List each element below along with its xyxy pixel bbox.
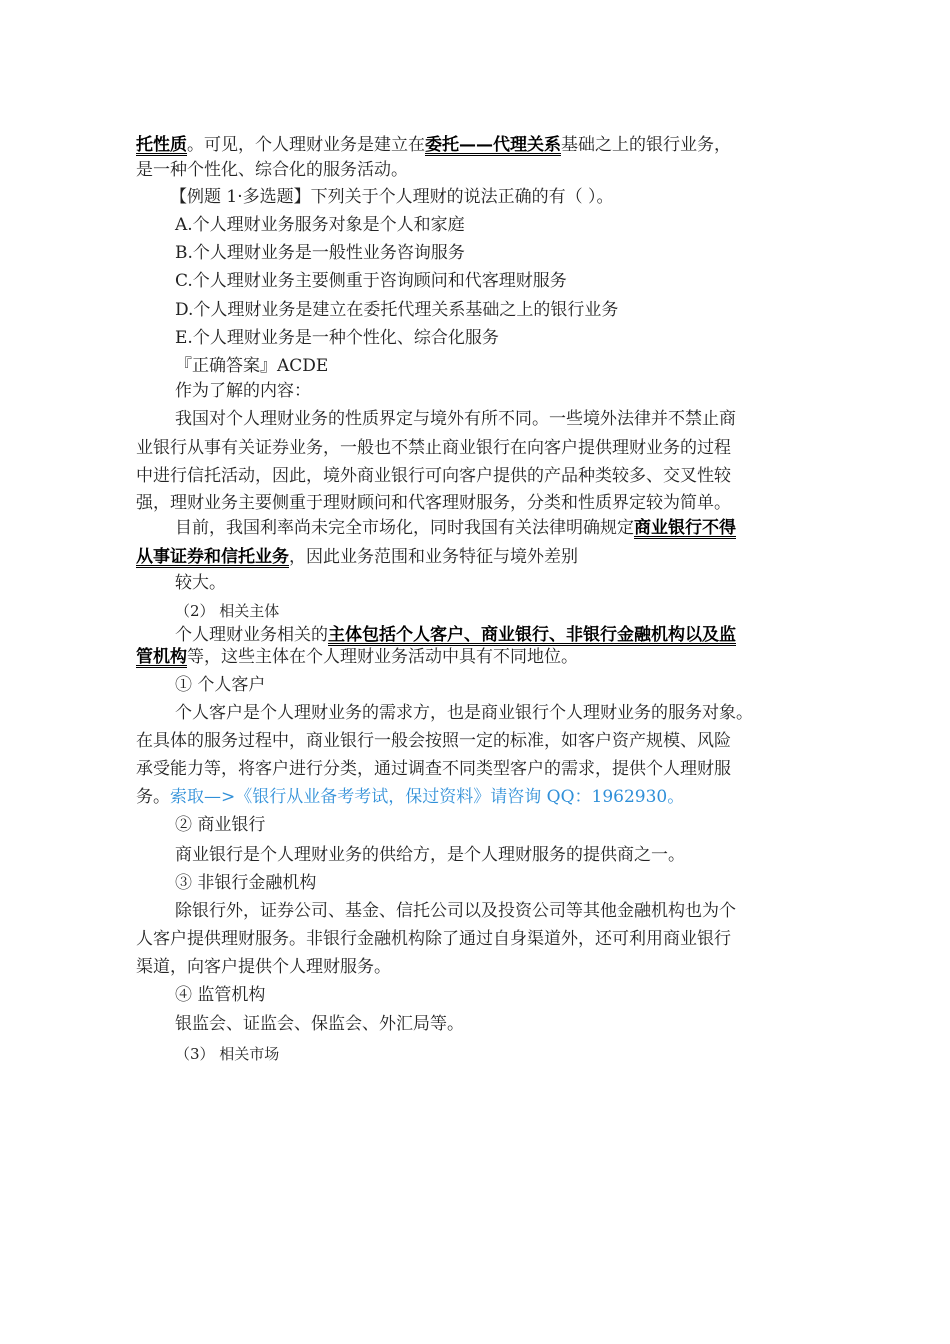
paragraph-line: 较大。 <box>175 573 226 593</box>
question-option-d: D.个人理财业务是建立在委托代理关系基础之上的银行业务 <box>175 300 619 320</box>
emphasis-text: 从事证券和信托业务 <box>136 547 289 567</box>
paragraph-line <box>136 646 578 668</box>
subsection-heading: ① 个人客户 <box>175 675 266 695</box>
section-note: 作为了解的内容： <box>175 381 311 401</box>
promo-link[interactable]: 索取—>《银行从业备考考试，保过资料》请咨询 QQ：1962930。 <box>170 787 685 807</box>
paragraph-line <box>136 134 731 156</box>
emphasis-text: 主体包括个人客户、商业银行、非银行金融机构以及监 <box>328 625 736 645</box>
body-text: 等，这些主体在个人理财业务活动中具有不同地位。 <box>187 647 578 667</box>
question-option-b: B.个人理财业务是一般性业务咨询服务 <box>175 243 465 263</box>
paragraph-line: 在具体的服务过程中，商业银行一般会按照一定的标准，如客户资产规模、风险 <box>136 731 731 751</box>
section-heading: （2） 相关主体 <box>175 602 280 620</box>
paragraph-line: 商业银行是个人理财业务的供给方，是个人理财服务的提供商之一。 <box>175 845 685 865</box>
emphasis-text: 商业银行不得 <box>634 518 736 538</box>
body-text: 个人理财业务相关的 <box>175 625 328 645</box>
body-text: ，因此业务范围和业务特征与境外差别 <box>289 547 578 567</box>
body-text: 目前，我国利率尚未完全市场化，同时我国有关法律明确规定 <box>175 518 634 538</box>
paragraph-line: 承受能力等，将客户进行分类，通过调查不同类型客户的需求，提供个人理财服 <box>136 759 731 779</box>
paragraph-line <box>136 786 684 808</box>
paragraph-line: 是一种个性化、综合化的服务活动。 <box>136 160 408 180</box>
paragraph-line <box>175 517 736 539</box>
emphasis-text: 委托——代理关系 <box>425 135 561 155</box>
paragraph-line: 我国对个人理财业务的性质界定与境外有所不同。一些境外法律并不禁止商 <box>175 409 736 429</box>
section-heading: （3） 相关市场 <box>175 1045 280 1063</box>
paragraph-line: 强，理财业务主要侧重于理财顾问和代客理财服务，分类和性质界定较为简单。 <box>136 493 731 513</box>
question-answer: 『正确答案』ACDE <box>175 356 329 376</box>
paragraph-line: 渠道，向客户提供个人理财服务。 <box>136 957 391 977</box>
subsection-heading: ② 商业银行 <box>175 815 266 835</box>
paragraph-line <box>136 546 578 568</box>
paragraph-line: 银监会、证监会、保监会、外汇局等。 <box>175 1014 464 1034</box>
subsection-heading: ④ 监管机构 <box>175 985 266 1005</box>
paragraph-line: 中进行信托活动，因此，境外商业银行可向客户提供的产品种类较多、交叉性较 <box>136 466 731 486</box>
paragraph-line: 个人客户是个人理财业务的需求方，也是商业银行个人理财业务的服务对象。 <box>175 703 753 723</box>
body-text: 。可见，个人理财业务是建立在 <box>187 135 425 155</box>
emphasis-text: 托性质 <box>136 135 187 155</box>
subsection-heading: ③ 非银行金融机构 <box>175 873 317 893</box>
question-title: 【例题 1·多选题】下列关于个人理财的说法正确的有（ ）。 <box>170 187 614 207</box>
emphasis-text: 管机构 <box>136 647 187 667</box>
paragraph-line: 业银行从事有关证券业务，一般也不禁止商业银行在向客户提供理财业务的过程 <box>136 438 731 458</box>
paragraph-line <box>175 624 736 646</box>
question-option-c: C.个人理财业务主要侧重于咨询顾问和代客理财服务 <box>175 271 567 291</box>
paragraph-line: 人客户提供理财服务。非银行金融机构除了通过自身渠道外，还可利用商业银行 <box>136 929 731 949</box>
body-text: 务。 <box>136 787 170 807</box>
question-option-a: A.个人理财业务服务对象是个人和家庭 <box>175 215 465 235</box>
paragraph-line: 除银行外，证券公司、基金、信托公司以及投资公司等其他金融机构也为个 <box>175 901 736 921</box>
question-option-e: E.个人理财业务是一种个性化、综合化服务 <box>175 328 499 348</box>
body-text: 基础之上的银行业务， <box>561 135 731 155</box>
